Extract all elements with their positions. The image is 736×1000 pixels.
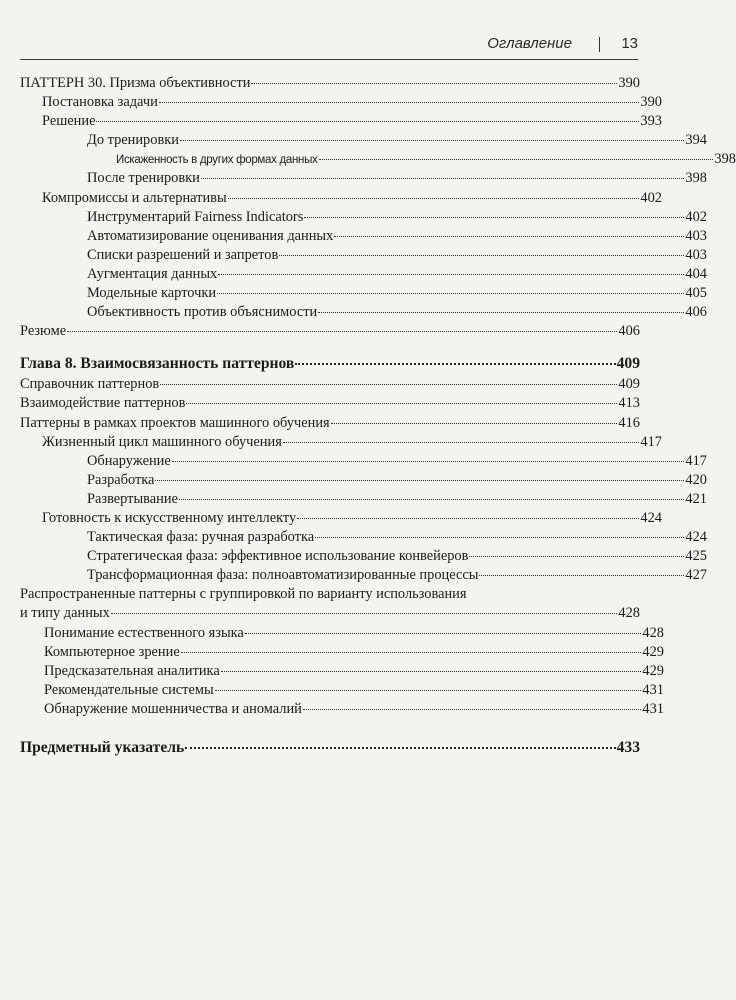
toc-entry-title: Объективность против объяснимости — [87, 304, 318, 321]
toc-entry-page: 390 — [640, 94, 662, 111]
toc-entry-page: 413 — [618, 395, 640, 412]
toc-index[interactable] — [20, 737, 640, 759]
toc-entry[interactable] — [20, 375, 640, 394]
toc-entry-page: 424 — [685, 529, 707, 546]
toc-entry-title: Искаженность в других формах данных — [116, 154, 318, 167]
toc-entry-title: Стратегическая фаза: эффективное использование конвейеров — [87, 548, 469, 565]
toc-entry-title: Тактическая фаза: ручная разработка — [87, 529, 315, 546]
toc-entry-title: Жизненный цикл машинного обучения — [42, 433, 282, 450]
toc-entry-wrapped-line2[interactable] — [20, 604, 640, 623]
toc-entry[interactable] — [20, 471, 707, 490]
dot-leader — [283, 442, 640, 443]
dot-leader — [67, 331, 617, 332]
dot-leader — [479, 575, 684, 576]
toc-entry[interactable] — [20, 681, 664, 700]
toc-entry-title: После тренировки — [87, 170, 200, 187]
header-separator — [599, 37, 600, 52]
toc-entry-page: 403 — [685, 246, 707, 263]
toc-entry[interactable] — [20, 322, 640, 341]
toc-entry[interactable] — [20, 662, 664, 681]
dot-leader — [218, 274, 684, 275]
toc-entry[interactable] — [20, 74, 640, 93]
toc-entry[interactable] — [20, 566, 707, 585]
toc-entry[interactable] — [20, 169, 707, 188]
toc-entry[interactable] — [20, 700, 664, 719]
toc-entry-page: 398 — [714, 151, 736, 168]
toc-entry[interactable] — [20, 509, 662, 528]
toc-entry[interactable] — [20, 303, 707, 322]
toc-entry-page: 428 — [618, 605, 640, 622]
spacer — [20, 341, 640, 353]
toc-entry[interactable] — [20, 284, 707, 303]
dot-leader — [295, 363, 615, 365]
dot-leader — [334, 236, 684, 237]
toc-entry-page: 409 — [618, 376, 640, 393]
toc-entry-title: Компромиссы и альтернативы — [42, 189, 227, 206]
toc-entry-title: До тренировки — [87, 132, 179, 149]
toc-entry-title: Понимание естественного языка — [44, 624, 244, 641]
toc-entry-page: 409 — [616, 355, 640, 373]
toc-entry-page: 406 — [618, 323, 640, 340]
dot-leader — [185, 747, 615, 749]
dot-leader — [331, 423, 618, 424]
dot-leader — [228, 198, 640, 199]
dot-leader — [315, 537, 684, 538]
toc-entry[interactable] — [20, 246, 707, 265]
toc-entry-title: Паттерны в рамках проектов машинного обучения — [20, 414, 330, 431]
toc-entry-page: 429 — [642, 662, 664, 679]
toc-entry[interactable] — [20, 433, 662, 452]
toc-block-use-cases — [20, 624, 664, 719]
toc-entry-page: 417 — [640, 433, 662, 450]
toc-entry-page: 425 — [685, 548, 707, 565]
dot-leader — [172, 461, 685, 462]
dot-leader — [111, 613, 618, 614]
toc-entry-page: 433 — [616, 739, 640, 756]
toc-block-pattern-30 — [20, 74, 736, 341]
dot-leader — [155, 480, 684, 481]
dot-leader — [319, 159, 714, 160]
toc-entry-page: 429 — [642, 643, 664, 660]
toc-entry[interactable] — [20, 490, 707, 509]
toc-entry-page: 431 — [642, 700, 664, 717]
toc-entry-page: 402 — [640, 189, 662, 206]
dot-leader — [180, 140, 684, 141]
spacer — [20, 719, 640, 737]
dot-leader — [318, 312, 684, 313]
header-rule — [20, 59, 638, 60]
toc-entry-title: Автоматизирование оценивания данных — [87, 227, 334, 244]
dot-leader — [159, 102, 640, 103]
dot-leader — [160, 384, 617, 385]
toc-entry[interactable] — [20, 112, 662, 131]
toc-entry[interactable] — [20, 643, 664, 662]
toc-entry-page: 390 — [618, 75, 640, 91]
toc-entry-page: 398 — [685, 170, 707, 187]
dot-leader — [304, 217, 684, 218]
dot-leader — [96, 121, 639, 122]
toc-entry[interactable] — [20, 208, 707, 227]
toc-entry-title: Инструментарий Fairness Indicators — [87, 208, 304, 225]
dot-leader — [279, 255, 684, 256]
toc-entry-title: Готовность к искусственному интеллекту — [42, 509, 297, 526]
dot-leader — [217, 293, 684, 294]
toc-entry-title: Компьютерное зрение — [44, 643, 180, 660]
toc-entry-title: Глава 8. Взаимосвязанность паттернов — [20, 355, 295, 373]
toc-entry-title: Обнаружение мошенничества и аномалий — [44, 700, 302, 717]
toc-entry-title: Предметный указатель — [20, 739, 185, 756]
toc-chapter-8[interactable] — [20, 353, 640, 375]
dot-leader — [469, 556, 684, 557]
dot-leader — [215, 690, 642, 691]
toc-entry[interactable] — [20, 189, 662, 208]
toc-entry-title: Резюме — [20, 323, 67, 340]
toc-entry-title: Трансформационная фаза: полноавтоматизированные процессы — [87, 567, 479, 584]
toc-entry-title: Развертывание — [87, 490, 178, 507]
toc-entry[interactable] — [20, 131, 707, 150]
toc-entry[interactable] — [20, 227, 707, 246]
toc-block-chapter-8 — [20, 375, 707, 585]
toc-entry[interactable] — [20, 528, 707, 547]
toc-entry-title: Постановка задачи — [42, 94, 158, 111]
toc-entry-page: 402 — [685, 208, 707, 225]
toc-entry-page: 431 — [642, 681, 664, 698]
section-title: Оглавление — [487, 35, 572, 52]
toc-entry-title: ПАТТЕРН 30. Призма объективности — [20, 75, 251, 91]
toc-entry-title: Справочник паттернов — [20, 376, 160, 393]
toc-entry-page: 417 — [685, 452, 707, 469]
toc-entry-title: Обнаружение — [87, 452, 171, 469]
dot-leader — [186, 403, 617, 404]
toc-entry-title: Разработка — [87, 471, 155, 488]
toc-entry-page: 393 — [640, 113, 662, 130]
toc-entry-page: 427 — [685, 567, 707, 584]
toc-entry-title: Аугментация данных — [87, 265, 218, 282]
toc-entry-page: 424 — [640, 509, 662, 526]
toc-entry-page: 405 — [685, 285, 707, 302]
toc-entry-page: 416 — [618, 414, 640, 431]
toc-entry-title: Списки разрешений и запретов — [87, 246, 279, 263]
toc-entry[interactable] — [20, 624, 664, 643]
dot-leader — [251, 83, 617, 84]
dot-leader — [201, 178, 685, 179]
toc-entry-wrapped-line1[interactable]: Распространенные паттерны с группировкой по варианту использования — [20, 586, 467, 603]
dot-leader — [297, 518, 639, 519]
toc-entry-page: 403 — [685, 227, 707, 244]
toc-entry-page: 404 — [685, 265, 707, 282]
toc-entry[interactable] — [20, 547, 707, 566]
running-header — [20, 26, 638, 56]
dot-leader — [221, 671, 642, 672]
toc-entry[interactable] — [20, 394, 640, 413]
toc-entry-page: 394 — [685, 132, 707, 149]
toc-entry[interactable] — [20, 452, 707, 471]
toc-entry-title: и типу данных — [20, 605, 110, 622]
toc-entry-page: 406 — [685, 304, 707, 321]
page-number: 13 — [621, 35, 638, 52]
dot-leader — [303, 709, 642, 710]
toc-entry-page: 428 — [642, 624, 664, 641]
toc-entry-title: Решение — [42, 113, 96, 130]
toc-entry[interactable] — [20, 150, 736, 169]
toc-entry-page: 421 — [685, 490, 707, 507]
toc-entry[interactable] — [20, 414, 640, 433]
toc-entry-title: Модельные карточки — [87, 285, 217, 302]
toc-entry-title: Взаимодействие паттернов — [20, 395, 186, 412]
dot-leader — [181, 652, 642, 653]
dot-leader — [245, 633, 642, 634]
toc-entry[interactable] — [20, 265, 707, 284]
toc-entry-title: Предсказательная аналитика — [44, 662, 220, 679]
toc-entry-title: Рекомендательные системы — [44, 681, 214, 698]
table-of-contents — [20, 74, 736, 759]
dot-leader — [179, 499, 684, 500]
toc-entry[interactable] — [20, 93, 662, 112]
toc-entry-page: 420 — [685, 471, 707, 488]
